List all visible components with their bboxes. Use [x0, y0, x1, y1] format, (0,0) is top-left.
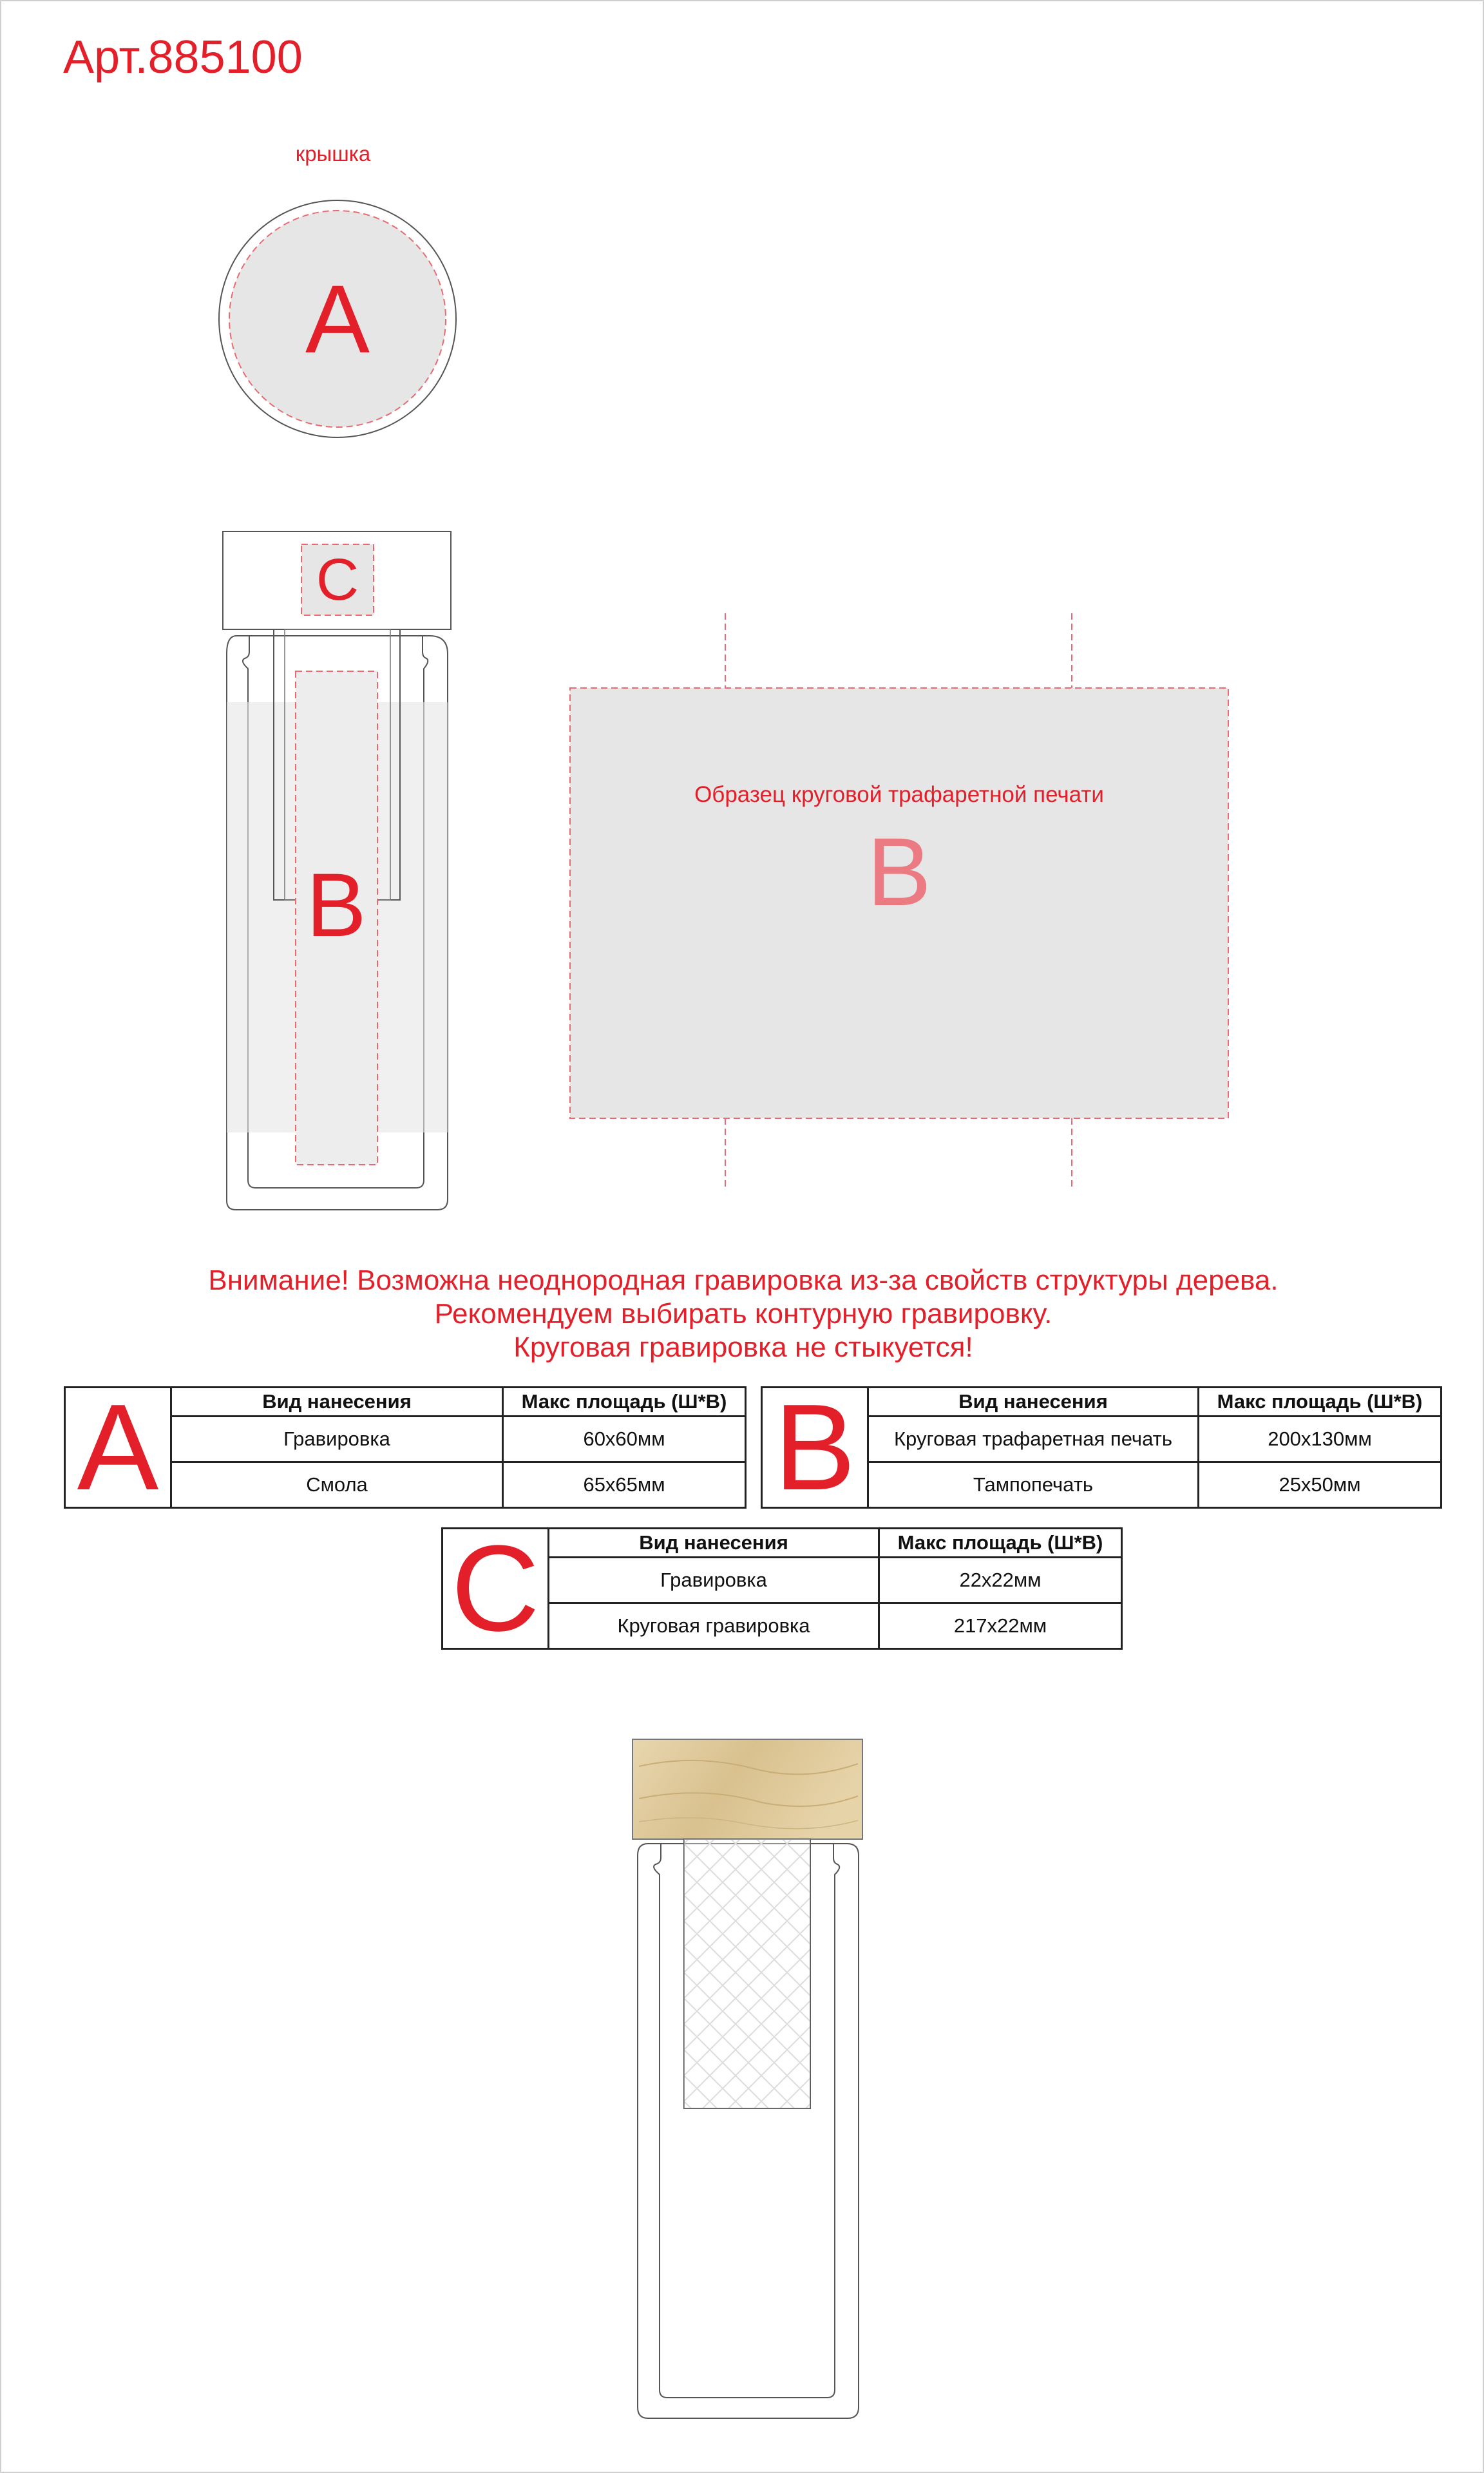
area-cell: 22х22мм: [879, 1558, 1122, 1603]
column-header: Вид нанесения: [171, 1388, 503, 1417]
engraving-warning: [1, 1264, 1484, 1364]
column-header: Макс площадь (Ш*В): [1199, 1388, 1441, 1417]
zone-letter-c: C: [316, 547, 359, 613]
table-letter: A: [65, 1388, 171, 1508]
column-header: Макс площадь (Ш*В): [879, 1529, 1122, 1558]
warning-line: Рекомендуем выбирать контурную гравировку.: [434, 1298, 1052, 1330]
zone-letter-b: B: [306, 854, 366, 955]
technical-drawing: [1, 1, 1484, 2473]
method-cell: Круговая гравировка: [549, 1603, 879, 1649]
print-sample-letter: B: [866, 817, 932, 926]
print-sample-label: Образец круговой трафаретной печати: [694, 782, 1104, 807]
article-title: Арт.885100: [63, 32, 303, 83]
spec-table-c: [441, 1520, 1123, 1657]
method-cell: Круговая трафаретная печать: [868, 1417, 1199, 1462]
area-cell: 65х65мм: [503, 1462, 746, 1508]
method-cell: Смола: [171, 1462, 503, 1508]
method-cell: Гравировка: [549, 1558, 879, 1603]
column-header: Макс площадь (Ш*В): [503, 1388, 746, 1417]
area-cell: 60х60мм: [503, 1417, 746, 1462]
table-letter: B: [762, 1388, 868, 1508]
lid-label: крышка: [295, 142, 371, 166]
method-cell: Тампопечать: [868, 1462, 1199, 1508]
method-cell: Гравировка: [171, 1417, 503, 1462]
bottle-product-render: [633, 1739, 862, 2418]
table-letter: C: [442, 1529, 549, 1649]
spec-table-a: [64, 1379, 747, 1516]
area-cell: 25х50мм: [1199, 1462, 1441, 1508]
warning-line: Внимание! Возможна неоднородная гравировка из-за свойств структуры дерева.: [208, 1265, 1279, 1296]
area-cell: 217х22мм: [879, 1603, 1122, 1649]
area-cell: 200х130мм: [1199, 1417, 1441, 1462]
spec-table-b: [761, 1379, 1442, 1516]
warning-line: Круговая гравировка не стыкуется!: [513, 1332, 973, 1363]
column-header: Вид нанесения: [868, 1388, 1199, 1417]
column-header: Вид нанесения: [549, 1529, 879, 1558]
zone-letter-a: A: [305, 265, 370, 373]
